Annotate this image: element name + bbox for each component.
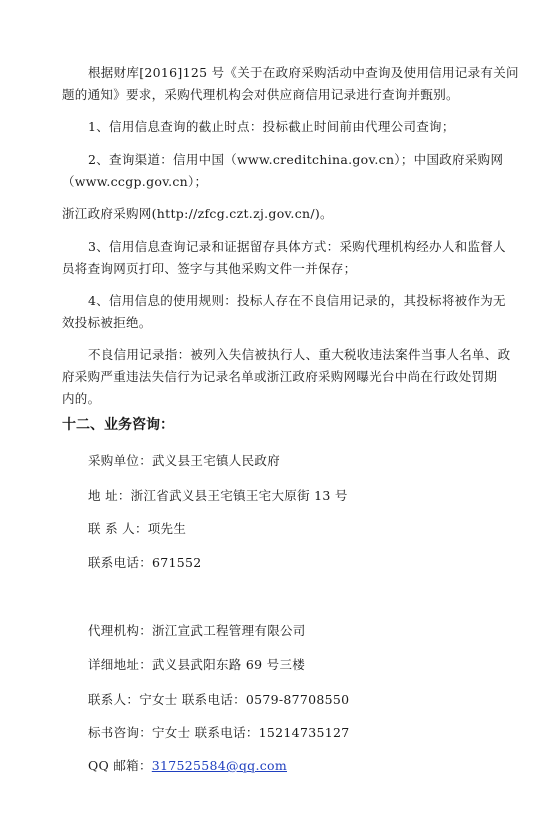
credit-item-2-line-2: （www.ccgp.gov.cn）； <box>62 174 208 189</box>
agency-contact: 联系人：宁女士 联系电话：0579-87708550 <box>88 692 350 707</box>
purchaser-phone: 联系电话：671552 <box>88 555 202 570</box>
credit-item-4-line-2: 效投标被拒绝。 <box>62 315 152 330</box>
bad-credit-line-2: 府采购严重违法失信行为记录名单或浙江政府采购网曝光台中尚在行政处罚期 <box>62 369 498 384</box>
credit-item-2-line-1: 2、查询渠道：信用中国（www.creditchina.gov.cn）；中国政府采购网 <box>88 152 504 167</box>
agency-address: 详细地址：武义县武阳东路 69 号三楼 <box>88 657 306 672</box>
credit-item-3-line-1: 3、信用信息查询记录和证据留存具体方式：采购代理机构经办人和监督人 <box>88 239 506 254</box>
agency-name: 代理机构：浙江宣武工程管理有限公司 <box>88 623 306 638</box>
intro-line-1: 根据财库[2016]125 号《关于在政府采购活动中查询及使用信用记录有关问 <box>88 65 519 80</box>
section-heading: 十二、业务咨询： <box>62 417 174 433</box>
credit-item-3-line-2: 员将查询网页打印、签字与其他采购文件一并保存； <box>62 261 357 276</box>
credit-item-4-line-1: 4、信用信息的使用规则：投标人存在不良信用记录的，其投标将被作为无 <box>88 293 506 308</box>
credit-item-2-line-3: 浙江政府采购网(http://zfcg.czt.zj.gov.cn/)。 <box>62 206 333 221</box>
agency-qq-row <box>88 755 287 777</box>
bad-credit-line-3: 内的。 <box>62 391 101 406</box>
agency-bid-consult: 标书咨询：宁女士 联系电话：15214735127 <box>88 725 350 740</box>
qq-email-link[interactable]: 317525584@qq.com <box>151 758 288 773</box>
purchaser-unit: 采购单位：武义县王宅镇人民政府 <box>88 453 281 468</box>
qq-email-label: QQ 邮箱： <box>88 758 152 773</box>
purchaser-address: 地 址：浙江省武义县王宅镇王宅大原街 13 号 <box>88 488 348 503</box>
intro-line-2: 题的通知》要求，采购代理机构会对供应商信用记录进行查询并甄别。 <box>62 87 459 102</box>
credit-item-1: 1、信用信息查询的截止时点：投标截止时间前由代理公司查询； <box>88 119 455 134</box>
bad-credit-line-1: 不良信用记录指：被列入失信被执行人、重大税收违法案件当事人名单、政 <box>88 347 511 362</box>
purchaser-contact: 联 系 人：项先生 <box>88 521 187 536</box>
